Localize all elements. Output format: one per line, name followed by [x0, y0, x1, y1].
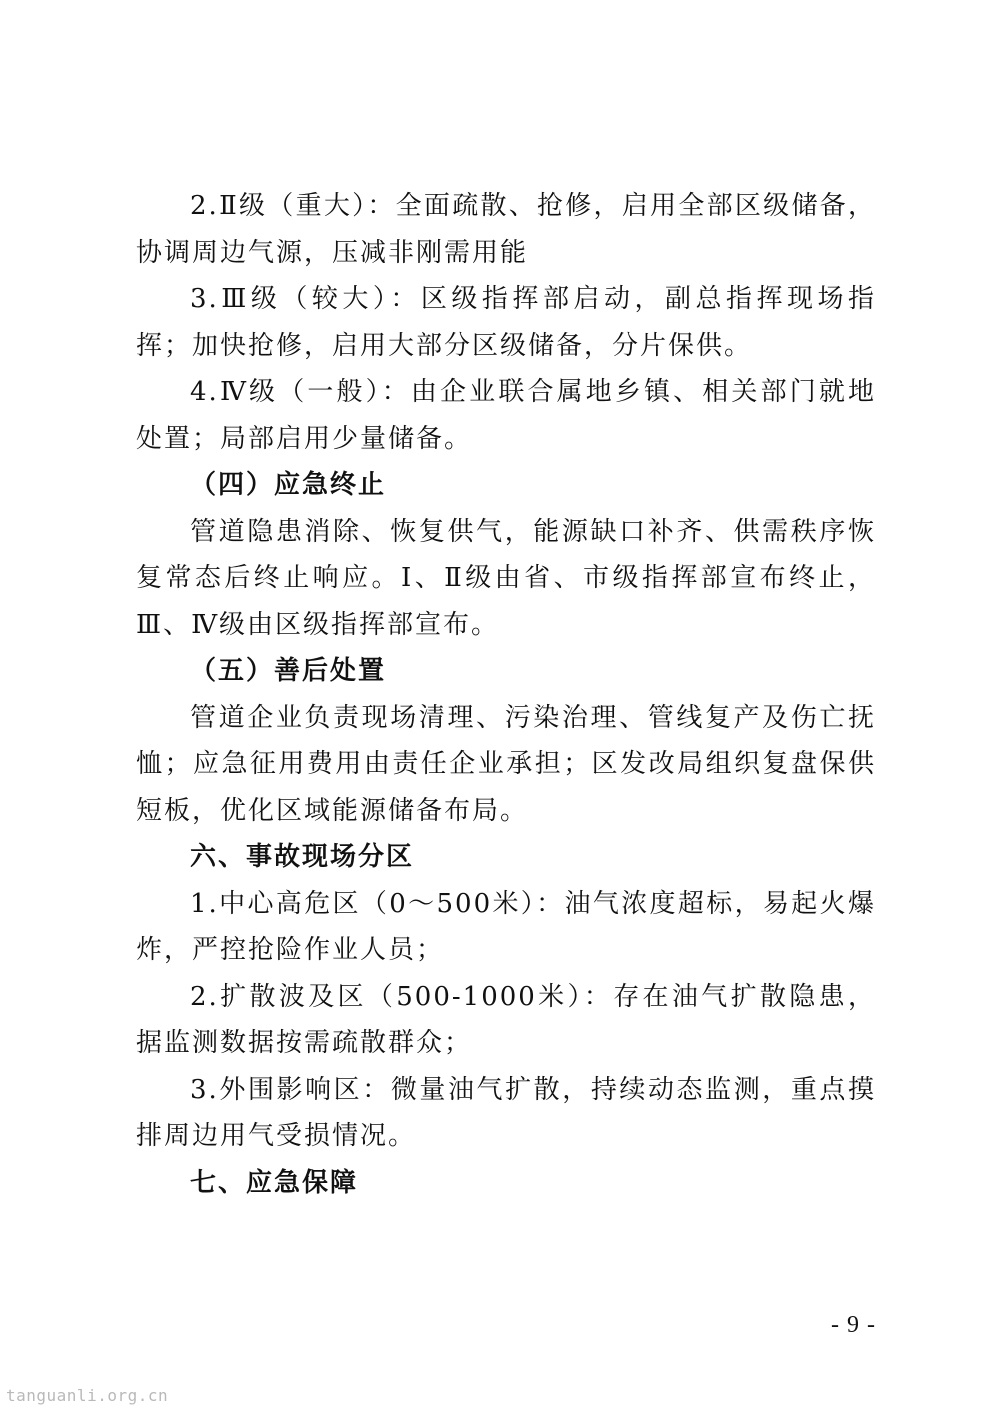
paragraph-level-4: 4.Ⅳ级（一般）：由企业联合属地乡镇、相关部门就地处置；局部启用少量储备。	[136, 377, 876, 454]
paragraph-core-zone: 1.中心高危区（0～500米）：油气浓度超标，易起火爆炸，严控抢险作业人员；	[136, 888, 876, 965]
paragraph-termination: 管道隐患消除、恢复供气，能源缺口补齐、供需秩序恢复常态后终止响应。Ⅰ、Ⅱ级由省、市级指挥部宣布终止，Ⅲ、Ⅳ级由区级指挥部宣布。	[136, 516, 876, 640]
watermark: tanguanli.org.cn	[6, 1386, 169, 1405]
paragraph-diffusion-zone: 2.扩散波及区（500-1000米）：存在油气扩散隐患，据监测数据按需疏散群众；	[136, 981, 876, 1058]
paragraph-outer-zone: 3.外围影响区：微量油气扩散，持续动态监测，重点摸排周边用气受损情况。	[136, 1074, 876, 1151]
heading-aftermath: （五）善后处置	[190, 656, 387, 686]
paragraph-level-3: 3.Ⅲ级（较大）：区级指挥部启动，副总指挥现场指挥；加快抢修，启用大部分区级储备，分片保供。	[136, 284, 876, 361]
paragraph-level-2: 2.Ⅱ级（重大）：全面疏散、抢修，启用全部区级储备，协调周边气源，压减非刚需用能	[136, 191, 876, 268]
heading-emergency-termination: （四）应急终止	[190, 470, 387, 500]
page-number: - 9 -	[831, 1312, 876, 1338]
heading-scene-zoning: 六、事故现场分区	[190, 842, 415, 872]
document-body	[136, 183, 876, 1206]
heading-emergency-support: 七、应急保障	[190, 1167, 359, 1198]
paragraph-aftermath: 管道企业负责现场清理、污染治理、管线复产及伤亡抚恤；应急征用费用由责任企业承担；区发改局组织复盘保供短板，优化区域能源储备布局。	[136, 702, 876, 826]
